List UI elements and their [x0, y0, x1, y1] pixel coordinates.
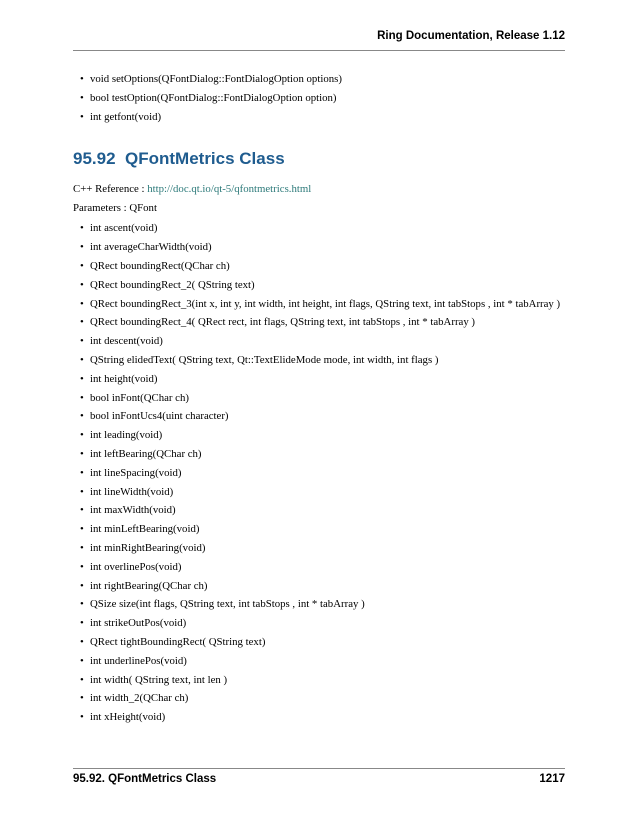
method-signature: int averageCharWidth(void) [90, 241, 212, 254]
bullet-icon: • [80, 410, 84, 423]
parameters-line: Parameters : QFont [73, 201, 157, 214]
bullet-icon: • [80, 485, 84, 498]
bullet-icon: • [80, 278, 84, 291]
list-item [73, 595, 578, 614]
method-signature: int leading(void) [90, 429, 163, 442]
method-signature: int underlinePos(void) [90, 654, 187, 667]
list-item [73, 614, 578, 633]
bullet-icon: • [80, 259, 84, 272]
list-item [73, 483, 578, 502]
bullet-icon: • [80, 372, 84, 385]
bullet-icon: • [80, 297, 84, 310]
method-signature: QRect boundingRect(QChar ch) [90, 259, 230, 272]
bullet-icon: • [80, 466, 84, 479]
list-item [73, 332, 578, 351]
list-item [73, 370, 578, 389]
bullet-icon: • [80, 504, 84, 517]
footer-section: 95.92. QFontMetrics Class [73, 773, 217, 785]
bullet-icon: • [80, 541, 84, 554]
section-number: 95.92 [73, 149, 116, 169]
list-item [73, 558, 578, 577]
method-signature: int ascent(void) [90, 222, 158, 235]
method-signature: int minLeftBearing(void) [90, 523, 200, 536]
method-signature: bool testOption(QFontDialog::FontDialogOption option) [90, 91, 337, 104]
reference-link[interactable]: http://doc.qt.io/qt-5/qfontmetrics.html [147, 183, 312, 196]
method-signature: QRect boundingRect_2( QString text) [90, 278, 255, 291]
bullet-icon: • [80, 673, 84, 686]
list-item [73, 313, 578, 332]
method-signature: QSize size(int flags, QString text, int tabStops , int * tabArray ) [90, 598, 365, 611]
method-signature: int rightBearing(QChar ch) [90, 579, 208, 592]
list-item [73, 351, 578, 370]
list-item [73, 445, 578, 464]
method-signature: QRect boundingRect_4( QRect rect, int flags, QString text, int tabStops , int * tabArray ) [90, 316, 476, 329]
bullet-icon: • [80, 241, 84, 254]
bullet-icon: • [80, 617, 84, 630]
method-signature: int minRightBearing(void) [90, 541, 206, 554]
list-item [73, 633, 578, 652]
method-signature: int lineWidth(void) [90, 485, 174, 498]
bullet-icon: • [80, 523, 84, 536]
running-header [73, 30, 565, 42]
bullet-icon: • [80, 110, 84, 123]
header-title: Ring Documentation, Release 1.12 [377, 30, 565, 42]
bullet-icon: • [80, 335, 84, 348]
list-item [73, 389, 578, 408]
bullet-icon: • [80, 222, 84, 235]
bullet-icon: • [80, 560, 84, 573]
header-divider [73, 50, 565, 51]
list-item [73, 407, 578, 426]
method-signature: int strikeOutPos(void) [90, 617, 187, 630]
bullet-icon: • [80, 353, 84, 366]
list-item [73, 276, 578, 295]
bullet-icon: • [80, 316, 84, 329]
method-signature: int width( QString text, int len ) [90, 673, 228, 686]
list-item [73, 464, 578, 483]
method-signature: QString elidedText( QString text, Qt::TextElideMode mode, int width, int flags ) [90, 353, 439, 366]
list-item [73, 708, 578, 727]
method-signature: void setOptions(QFontDialog::FontDialogOption options) [90, 73, 342, 85]
list-item [73, 238, 578, 257]
method-signature: QRect boundingRect_3(int x, int y, int width, int height, int flags, QString text, int tabStops , int * tabArray ) [90, 297, 561, 310]
list-item [73, 426, 578, 445]
bullet-icon: • [80, 91, 84, 104]
bullet-icon: • [80, 429, 84, 442]
bullet-icon: • [80, 598, 84, 611]
methods-list [73, 219, 578, 727]
footer-divider [73, 768, 565, 769]
list-item [73, 689, 578, 708]
method-signature: int descent(void) [90, 335, 163, 348]
cpp-reference-line [73, 180, 578, 199]
method-signature: int xHeight(void) [90, 711, 166, 724]
method-signature: int overlinePos(void) [90, 560, 182, 573]
page-number: 1217 [539, 773, 565, 785]
list-item [73, 577, 578, 596]
method-signature: QRect tightBoundingRect( QString text) [90, 635, 266, 648]
method-signature: int leftBearing(QChar ch) [90, 447, 202, 460]
list-item [73, 501, 578, 520]
method-signature: int width_2(QChar ch) [90, 692, 189, 705]
section-title: QFontMetrics Class [125, 149, 285, 169]
bullet-icon: • [80, 391, 84, 404]
running-footer [73, 773, 565, 785]
bullet-icon: • [80, 654, 84, 667]
list-item [73, 70, 578, 89]
list-item [73, 108, 578, 127]
previous-methods-list [73, 70, 578, 126]
list-item [73, 671, 578, 690]
page-content [73, 70, 578, 727]
bullet-icon: • [80, 635, 84, 648]
reference-label: C++ Reference : [73, 183, 148, 196]
section-heading [73, 144, 578, 174]
method-signature: int height(void) [90, 372, 158, 385]
bullet-icon: • [80, 711, 84, 724]
list-item [73, 257, 578, 276]
method-signature: int lineSpacing(void) [90, 466, 182, 479]
bullet-icon: • [80, 447, 84, 460]
method-signature: int getfont(void) [90, 110, 162, 123]
list-item [73, 295, 578, 314]
method-signature: int maxWidth(void) [90, 504, 176, 517]
list-item [73, 219, 578, 238]
list-item [73, 89, 578, 108]
bullet-icon: • [80, 579, 84, 592]
bullet-icon: • [80, 73, 84, 85]
list-item [73, 652, 578, 671]
list-item [73, 520, 578, 539]
list-item [73, 539, 578, 558]
bullet-icon: • [80, 692, 84, 705]
method-signature: bool inFont(QChar ch) [90, 391, 189, 404]
method-signature: bool inFontUcs4(uint character) [90, 410, 229, 423]
